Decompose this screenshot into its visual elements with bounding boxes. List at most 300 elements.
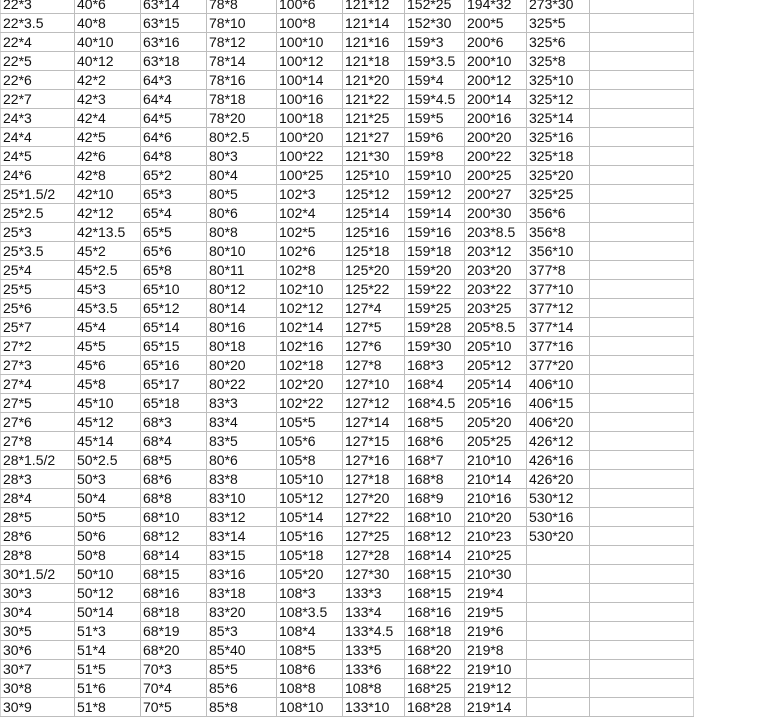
table-cell[interactable]: 159*12 — [405, 185, 465, 204]
table-cell[interactable]: 70*5 — [141, 698, 207, 717]
table-cell[interactable]: 22*5 — [1, 52, 75, 71]
table-cell[interactable]: 80*2.5 — [207, 128, 277, 147]
empty-cell[interactable] — [590, 33, 694, 52]
table-cell[interactable]: 356*6 — [527, 204, 590, 223]
table-cell[interactable]: 80*20 — [207, 356, 277, 375]
table-cell[interactable]: 51*5 — [75, 660, 141, 679]
table-cell[interactable]: 30*8 — [1, 679, 75, 698]
table-cell[interactable]: 200*5 — [465, 14, 527, 33]
table-cell[interactable]: 70*3 — [141, 660, 207, 679]
table-cell[interactable]: 42*2 — [75, 71, 141, 90]
table-cell[interactable]: 78*20 — [207, 109, 277, 128]
table-cell[interactable]: 80*3 — [207, 147, 277, 166]
table-cell[interactable]: 127*12 — [343, 394, 405, 413]
table-cell[interactable]: 168*15 — [405, 584, 465, 603]
table-cell[interactable]: 203*25 — [465, 299, 527, 318]
table-cell[interactable]: 40*6 — [75, 0, 141, 14]
empty-cell[interactable] — [590, 14, 694, 33]
table-cell[interactable]: 80*8 — [207, 223, 277, 242]
table-cell[interactable]: 200*27 — [465, 185, 527, 204]
table-cell[interactable]: 205*10 — [465, 337, 527, 356]
table-cell[interactable]: 78*10 — [207, 14, 277, 33]
table-cell[interactable]: 83*5 — [207, 432, 277, 451]
empty-cell[interactable] — [590, 375, 694, 394]
table-cell[interactable]: 127*10 — [343, 375, 405, 394]
table-cell[interactable]: 325*8 — [527, 52, 590, 71]
table-cell[interactable]: 168*28 — [405, 698, 465, 717]
table-cell[interactable]: 200*16 — [465, 109, 527, 128]
empty-cell[interactable] — [590, 432, 694, 451]
table-cell[interactable]: 133*10 — [343, 698, 405, 717]
table-cell[interactable]: 406*20 — [527, 413, 590, 432]
table-cell[interactable]: 50*12 — [75, 584, 141, 603]
empty-cell[interactable] — [590, 280, 694, 299]
table-cell[interactable]: 210*30 — [465, 565, 527, 584]
table-cell[interactable]: 83*10 — [207, 489, 277, 508]
table-cell[interactable]: 200*25 — [465, 166, 527, 185]
table-cell[interactable]: 42*13.5 — [75, 223, 141, 242]
table-cell[interactable]: 65*6 — [141, 242, 207, 261]
table-cell[interactable]: 159*5 — [405, 109, 465, 128]
table-cell[interactable]: 50*8 — [75, 546, 141, 565]
table-cell[interactable]: 200*14 — [465, 90, 527, 109]
table-cell[interactable]: 133*4 — [343, 603, 405, 622]
table-cell[interactable]: 168*5 — [405, 413, 465, 432]
table-cell[interactable]: 325*16 — [527, 128, 590, 147]
table-cell[interactable]: 168*9 — [405, 489, 465, 508]
table-cell[interactable]: 50*14 — [75, 603, 141, 622]
empty-cell[interactable] — [590, 185, 694, 204]
table-cell[interactable]: 68*10 — [141, 508, 207, 527]
table-cell[interactable]: 63*18 — [141, 52, 207, 71]
empty-cell[interactable] — [590, 337, 694, 356]
table-cell[interactable]: 168*10 — [405, 508, 465, 527]
table-cell[interactable]: 28*4 — [1, 489, 75, 508]
table-cell[interactable]: 42*3 — [75, 90, 141, 109]
table-cell[interactable]: 127*4 — [343, 299, 405, 318]
table-cell[interactable]: 22*7 — [1, 90, 75, 109]
table-cell[interactable]: 68*20 — [141, 641, 207, 660]
table-cell[interactable]: 152*25 — [405, 0, 465, 14]
table-cell[interactable]: 68*6 — [141, 470, 207, 489]
table-cell[interactable]: 83*4 — [207, 413, 277, 432]
empty-cell[interactable] — [590, 413, 694, 432]
table-cell[interactable]: 63*14 — [141, 0, 207, 14]
table-cell[interactable]: 28*3 — [1, 470, 75, 489]
table-cell[interactable]: 65*14 — [141, 318, 207, 337]
table-cell[interactable]: 25*6 — [1, 299, 75, 318]
table-cell[interactable]: 325*20 — [527, 166, 590, 185]
table-cell[interactable]: 168*6 — [405, 432, 465, 451]
table-cell[interactable]: 325*6 — [527, 33, 590, 52]
table-cell[interactable]: 377*10 — [527, 280, 590, 299]
table-cell[interactable]: 530*16 — [527, 508, 590, 527]
table-cell[interactable]: 377*20 — [527, 356, 590, 375]
table-cell[interactable]: 356*8 — [527, 223, 590, 242]
table-cell[interactable]: 325*25 — [527, 185, 590, 204]
table-cell[interactable]: 168*22 — [405, 660, 465, 679]
table-cell[interactable]: 83*3 — [207, 394, 277, 413]
empty-cell[interactable] — [590, 394, 694, 413]
table-cell[interactable]: 42*4 — [75, 109, 141, 128]
table-cell[interactable]: 50*4 — [75, 489, 141, 508]
table-cell[interactable]: 50*3 — [75, 470, 141, 489]
table-cell[interactable]: 200*30 — [465, 204, 527, 223]
empty-cell[interactable] — [590, 128, 694, 147]
table-cell[interactable]: 51*6 — [75, 679, 141, 698]
table-cell[interactable]: 200*12 — [465, 71, 527, 90]
table-cell[interactable]: 273*30 — [527, 0, 590, 14]
empty-cell[interactable] — [590, 679, 694, 698]
table-cell[interactable]: 78*8 — [207, 0, 277, 14]
table-cell[interactable]: 127*18 — [343, 470, 405, 489]
table-cell[interactable]: 121*16 — [343, 33, 405, 52]
table-cell[interactable]: 108*10 — [277, 698, 343, 717]
table-cell[interactable]: 51*8 — [75, 698, 141, 717]
table-cell[interactable]: 102*22 — [277, 394, 343, 413]
table-cell[interactable]: 325*18 — [527, 147, 590, 166]
table-cell[interactable]: 65*16 — [141, 356, 207, 375]
table-cell[interactable]: 105*8 — [277, 451, 343, 470]
table-cell[interactable]: 325*12 — [527, 90, 590, 109]
table-cell[interactable]: 105*18 — [277, 546, 343, 565]
empty-cell[interactable] — [590, 451, 694, 470]
table-cell[interactable] — [527, 622, 590, 641]
table-cell[interactable]: 159*14 — [405, 204, 465, 223]
table-cell[interactable]: 121*14 — [343, 14, 405, 33]
table-cell[interactable]: 108*3 — [277, 584, 343, 603]
table-cell[interactable]: 102*20 — [277, 375, 343, 394]
table-cell[interactable]: 219*12 — [465, 679, 527, 698]
table-cell[interactable]: 127*14 — [343, 413, 405, 432]
table-cell[interactable]: 68*18 — [141, 603, 207, 622]
table-cell[interactable]: 205*16 — [465, 394, 527, 413]
empty-cell[interactable] — [590, 147, 694, 166]
table-cell[interactable]: 100*14 — [277, 71, 343, 90]
table-cell[interactable]: 102*10 — [277, 280, 343, 299]
table-cell[interactable]: 80*14 — [207, 299, 277, 318]
table-cell[interactable]: 25*1.5/2 — [1, 185, 75, 204]
table-cell[interactable]: 105*20 — [277, 565, 343, 584]
table-cell[interactable]: 27*8 — [1, 432, 75, 451]
table-cell[interactable]: 70*4 — [141, 679, 207, 698]
empty-cell[interactable] — [590, 71, 694, 90]
table-cell[interactable]: 85*40 — [207, 641, 277, 660]
table-cell[interactable]: 25*3.5 — [1, 242, 75, 261]
table-cell[interactable]: 133*3 — [343, 584, 405, 603]
table-cell[interactable]: 30*3 — [1, 584, 75, 603]
table-cell[interactable]: 127*8 — [343, 356, 405, 375]
table-cell[interactable]: 45*2 — [75, 242, 141, 261]
table-cell[interactable]: 68*8 — [141, 489, 207, 508]
table-cell[interactable]: 27*3 — [1, 356, 75, 375]
table-cell[interactable]: 42*8 — [75, 166, 141, 185]
empty-cell[interactable] — [590, 508, 694, 527]
table-cell[interactable]: 78*14 — [207, 52, 277, 71]
table-cell[interactable]: 68*4 — [141, 432, 207, 451]
table-cell[interactable] — [527, 679, 590, 698]
table-cell[interactable]: 105*16 — [277, 527, 343, 546]
empty-cell[interactable] — [590, 261, 694, 280]
table-cell[interactable]: 125*16 — [343, 223, 405, 242]
table-cell[interactable]: 68*16 — [141, 584, 207, 603]
table-cell[interactable]: 102*4 — [277, 204, 343, 223]
table-cell[interactable]: 121*27 — [343, 128, 405, 147]
table-cell[interactable]: 219*8 — [465, 641, 527, 660]
table-cell[interactable]: 85*8 — [207, 698, 277, 717]
table-cell[interactable]: 22*3 — [1, 0, 75, 14]
table-cell[interactable]: 127*15 — [343, 432, 405, 451]
table-cell[interactable]: 50*2.5 — [75, 451, 141, 470]
table-cell[interactable]: 127*28 — [343, 546, 405, 565]
table-cell[interactable]: 325*14 — [527, 109, 590, 128]
table-cell[interactable]: 100*6 — [277, 0, 343, 14]
table-cell[interactable]: 68*5 — [141, 451, 207, 470]
table-cell[interactable]: 80*6 — [207, 204, 277, 223]
table-cell[interactable]: 102*16 — [277, 337, 343, 356]
table-cell[interactable]: 125*14 — [343, 204, 405, 223]
table-cell[interactable]: 125*20 — [343, 261, 405, 280]
table-cell[interactable]: 200*6 — [465, 33, 527, 52]
table-cell[interactable]: 100*22 — [277, 147, 343, 166]
table-cell[interactable]: 64*6 — [141, 128, 207, 147]
table-cell[interactable]: 30*4 — [1, 603, 75, 622]
table-cell[interactable]: 63*15 — [141, 14, 207, 33]
table-cell[interactable]: 203*20 — [465, 261, 527, 280]
table-cell[interactable]: 127*30 — [343, 565, 405, 584]
table-cell[interactable]: 45*5 — [75, 337, 141, 356]
table-cell[interactable]: 64*5 — [141, 109, 207, 128]
table-cell[interactable]: 30*5 — [1, 622, 75, 641]
table-cell[interactable]: 159*28 — [405, 318, 465, 337]
table-cell[interactable]: 22*6 — [1, 71, 75, 90]
table-cell[interactable]: 65*3 — [141, 185, 207, 204]
table-cell[interactable]: 68*3 — [141, 413, 207, 432]
table-cell[interactable]: 159*10 — [405, 166, 465, 185]
table-cell[interactable] — [527, 565, 590, 584]
table-cell[interactable]: 168*12 — [405, 527, 465, 546]
table-cell[interactable]: 121*25 — [343, 109, 405, 128]
table-cell[interactable]: 24*4 — [1, 128, 75, 147]
table-cell[interactable]: 108*6 — [277, 660, 343, 679]
table-cell[interactable]: 80*18 — [207, 337, 277, 356]
table-cell[interactable]: 168*4.5 — [405, 394, 465, 413]
empty-cell[interactable] — [590, 660, 694, 679]
table-cell[interactable]: 125*18 — [343, 242, 405, 261]
table-cell[interactable]: 45*2.5 — [75, 261, 141, 280]
table-cell[interactable]: 426*20 — [527, 470, 590, 489]
empty-cell[interactable] — [590, 527, 694, 546]
table-cell[interactable]: 80*4 — [207, 166, 277, 185]
table-cell[interactable]: 168*4 — [405, 375, 465, 394]
empty-cell[interactable] — [590, 603, 694, 622]
table-cell[interactable]: 356*10 — [527, 242, 590, 261]
table-cell[interactable] — [527, 584, 590, 603]
table-cell[interactable]: 40*8 — [75, 14, 141, 33]
table-cell[interactable]: 65*12 — [141, 299, 207, 318]
table-cell[interactable]: 42*6 — [75, 147, 141, 166]
table-cell[interactable]: 40*12 — [75, 52, 141, 71]
empty-cell[interactable] — [590, 52, 694, 71]
table-cell[interactable]: 219*14 — [465, 698, 527, 717]
table-cell[interactable]: 121*12 — [343, 0, 405, 14]
table-cell[interactable]: 25*5 — [1, 280, 75, 299]
empty-cell[interactable] — [590, 698, 694, 717]
table-cell[interactable]: 65*2 — [141, 166, 207, 185]
table-cell[interactable]: 102*12 — [277, 299, 343, 318]
table-cell[interactable]: 205*12 — [465, 356, 527, 375]
table-cell[interactable]: 45*8 — [75, 375, 141, 394]
table-cell[interactable]: 377*8 — [527, 261, 590, 280]
table-cell[interactable]: 426*12 — [527, 432, 590, 451]
table-cell[interactable]: 168*15 — [405, 565, 465, 584]
table-cell[interactable]: 125*12 — [343, 185, 405, 204]
table-cell[interactable]: 102*5 — [277, 223, 343, 242]
table-cell[interactable]: 80*22 — [207, 375, 277, 394]
table-cell[interactable]: 65*17 — [141, 375, 207, 394]
table-cell[interactable]: 159*6 — [405, 128, 465, 147]
table-cell[interactable]: 83*15 — [207, 546, 277, 565]
empty-cell[interactable] — [590, 356, 694, 375]
empty-cell[interactable] — [590, 90, 694, 109]
empty-cell[interactable] — [590, 242, 694, 261]
table-cell[interactable]: 85*5 — [207, 660, 277, 679]
table-cell[interactable]: 65*10 — [141, 280, 207, 299]
table-cell[interactable]: 83*18 — [207, 584, 277, 603]
table-cell[interactable]: 78*12 — [207, 33, 277, 52]
table-cell[interactable]: 200*10 — [465, 52, 527, 71]
table-cell[interactable]: 78*16 — [207, 71, 277, 90]
table-cell[interactable]: 80*5 — [207, 185, 277, 204]
table-cell[interactable]: 168*20 — [405, 641, 465, 660]
empty-cell[interactable] — [590, 565, 694, 584]
table-cell[interactable]: 45*6 — [75, 356, 141, 375]
table-cell[interactable]: 168*18 — [405, 622, 465, 641]
table-cell[interactable]: 105*6 — [277, 432, 343, 451]
table-cell[interactable]: 65*8 — [141, 261, 207, 280]
table-cell[interactable]: 100*16 — [277, 90, 343, 109]
table-cell[interactable]: 168*8 — [405, 470, 465, 489]
table-cell[interactable]: 30*7 — [1, 660, 75, 679]
table-cell[interactable]: 80*6 — [207, 451, 277, 470]
table-cell[interactable]: 83*16 — [207, 565, 277, 584]
table-cell[interactable]: 168*16 — [405, 603, 465, 622]
table-cell[interactable]: 219*5 — [465, 603, 527, 622]
table-cell[interactable]: 219*6 — [465, 622, 527, 641]
table-cell[interactable]: 27*4 — [1, 375, 75, 394]
table-cell[interactable]: 159*4 — [405, 71, 465, 90]
table-cell[interactable]: 80*11 — [207, 261, 277, 280]
table-cell[interactable]: 100*10 — [277, 33, 343, 52]
table-cell[interactable]: 45*10 — [75, 394, 141, 413]
table-cell[interactable]: 377*14 — [527, 318, 590, 337]
empty-cell[interactable] — [590, 489, 694, 508]
table-cell[interactable]: 406*15 — [527, 394, 590, 413]
table-cell[interactable]: 40*10 — [75, 33, 141, 52]
table-cell[interactable]: 325*5 — [527, 14, 590, 33]
table-cell[interactable]: 25*7 — [1, 318, 75, 337]
table-cell[interactable]: 100*20 — [277, 128, 343, 147]
table-cell[interactable]: 210*14 — [465, 470, 527, 489]
table-cell[interactable]: 30*6 — [1, 641, 75, 660]
table-cell[interactable]: 27*6 — [1, 413, 75, 432]
table-cell[interactable]: 42*12 — [75, 204, 141, 223]
table-cell[interactable]: 100*12 — [277, 52, 343, 71]
table-cell[interactable]: 219*4 — [465, 584, 527, 603]
table-cell[interactable]: 50*10 — [75, 565, 141, 584]
table-cell[interactable]: 64*8 — [141, 147, 207, 166]
table-cell[interactable]: 80*12 — [207, 280, 277, 299]
table-cell[interactable]: 127*5 — [343, 318, 405, 337]
table-cell[interactable]: 219*10 — [465, 660, 527, 679]
table-cell[interactable]: 50*5 — [75, 508, 141, 527]
empty-cell[interactable] — [590, 622, 694, 641]
table-cell[interactable]: 42*5 — [75, 128, 141, 147]
table-cell[interactable]: 65*18 — [141, 394, 207, 413]
table-cell[interactable]: 100*25 — [277, 166, 343, 185]
table-cell[interactable]: 102*14 — [277, 318, 343, 337]
table-cell[interactable]: 45*4 — [75, 318, 141, 337]
table-cell[interactable]: 159*20 — [405, 261, 465, 280]
table-cell[interactable]: 530*20 — [527, 527, 590, 546]
table-cell[interactable]: 108*4 — [277, 622, 343, 641]
table-cell[interactable]: 42*10 — [75, 185, 141, 204]
table-cell[interactable]: 108*8 — [343, 679, 405, 698]
table-cell[interactable]: 105*10 — [277, 470, 343, 489]
table-cell[interactable]: 45*12 — [75, 413, 141, 432]
table-cell[interactable]: 64*4 — [141, 90, 207, 109]
table-cell[interactable]: 105*14 — [277, 508, 343, 527]
table-cell[interactable]: 203*12 — [465, 242, 527, 261]
table-cell[interactable]: 28*5 — [1, 508, 75, 527]
table-cell[interactable]: 125*22 — [343, 280, 405, 299]
table-cell[interactable]: 51*3 — [75, 622, 141, 641]
table-cell[interactable]: 24*5 — [1, 147, 75, 166]
table-cell[interactable]: 127*22 — [343, 508, 405, 527]
table-cell[interactable]: 25*4 — [1, 261, 75, 280]
table-cell[interactable] — [527, 698, 590, 717]
table-cell[interactable]: 100*18 — [277, 109, 343, 128]
table-cell[interactable]: 121*20 — [343, 71, 405, 90]
table-cell[interactable]: 102*6 — [277, 242, 343, 261]
table-cell[interactable]: 51*4 — [75, 641, 141, 660]
empty-cell[interactable] — [590, 546, 694, 565]
table-cell[interactable]: 121*30 — [343, 147, 405, 166]
table-cell[interactable]: 406*10 — [527, 375, 590, 394]
empty-cell[interactable] — [590, 204, 694, 223]
table-cell[interactable]: 108*5 — [277, 641, 343, 660]
table-cell[interactable]: 25*2.5 — [1, 204, 75, 223]
table-cell[interactable]: 28*8 — [1, 546, 75, 565]
table-cell[interactable]: 205*25 — [465, 432, 527, 451]
table-cell[interactable]: 205*14 — [465, 375, 527, 394]
empty-cell[interactable] — [590, 318, 694, 337]
table-cell[interactable]: 68*19 — [141, 622, 207, 641]
table-cell[interactable]: 210*20 — [465, 508, 527, 527]
table-cell[interactable]: 28*6 — [1, 527, 75, 546]
table-cell[interactable]: 210*23 — [465, 527, 527, 546]
table-cell[interactable]: 50*6 — [75, 527, 141, 546]
table-cell[interactable]: 25*3 — [1, 223, 75, 242]
empty-cell[interactable] — [590, 0, 694, 14]
table-cell[interactable]: 45*3.5 — [75, 299, 141, 318]
table-cell[interactable]: 205*8.5 — [465, 318, 527, 337]
table-cell[interactable]: 102*3 — [277, 185, 343, 204]
table-cell[interactable]: 159*3.5 — [405, 52, 465, 71]
table-cell[interactable]: 68*15 — [141, 565, 207, 584]
table-cell[interactable]: 133*4.5 — [343, 622, 405, 641]
table-cell[interactable]: 121*18 — [343, 52, 405, 71]
